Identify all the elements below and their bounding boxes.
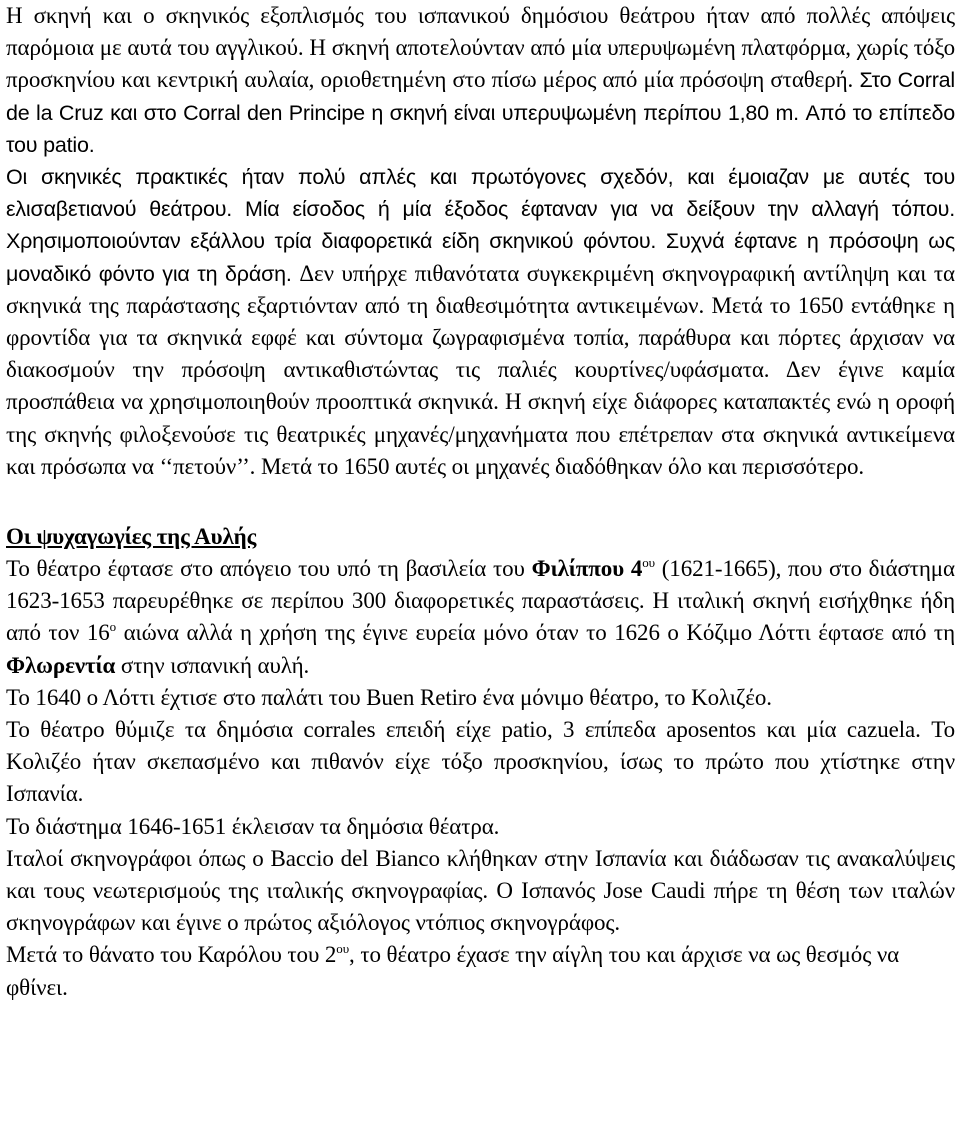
paragraph-decline — [6, 939, 955, 1003]
italian-stage-text: Η ιταλική σκηνή εισήχθηκε ήδη από τον 16 — [6, 588, 955, 646]
stage-practices-text: Οι σκηνικές πρακτικές ήταν πολύ απλές και πρωτόγονες σχεδόν, και έμοιαζαν με αυτές του ελισαβετιανού θεάτρου. Μία είσοδος ή μία έξοδος έφταναν για να δείξουν την αλλαγή τόπου. Χρησιμοποιούνταν εξάλλου τρία διαφορετικά είδη σκηνικού φόντου. Συχνά έφτανε η πρόσοψη ως μοναδικό φόντο για τη δράση. — [6, 165, 955, 286]
paragraph-italian-scenographers: Ιταλοί σκηνογράφοι όπως ο Baccio del Bianco κλήθηκαν στην Ισπανία και διάδωσαν τις ανακαλύψεις και τους νεωτερισμούς της ιταλικής σκηνογραφίας. Ο Ισπανός Jose Caudi πήρε τη θέση των ιταλών σκηνογράφων και έγινε ο πρώτος αξιόλογος ντόπιος σκηνογράφος. — [6, 845, 955, 936]
paragraph-stage-practices — [6, 161, 955, 483]
section-heading: Οι ψυχαγωγίες της Αυλής — [6, 524, 257, 550]
decline-text: , το θέατρο έχασε την αίγλη του και άρχισε να ως θεσμός να φθίνει. — [6, 942, 900, 1000]
philip-name: Φιλίππου 4 — [531, 556, 643, 582]
philip-intro-text: Το θέατρο έφτασε στο απόγειο του υπό τη βασιλεία του — [6, 556, 532, 582]
ordinal-superscript-2: ου — [336, 941, 350, 957]
stage-description-text: Η σκηνή και ο σκηνικός εξοπλισμός του ισπανικού δημόσιου θεάτρου ήταν από πολλές απόψεις παρόμοια με αυτά του αγγλικού. Η σκηνή αποτελούνταν από μία υπερυψωμένη πλατφόρμα, χωρίς τόξο προσκηνίου και κεντρική αυλαία, οριοθετημένη στο πίσω μέρος από μία πρόσοψη σταθερή. — [6, 3, 955, 93]
decline-intro-text: Μετά το θάνατο του Καρόλου του 2 — [6, 942, 337, 968]
paragraph-coliseo-built: Το 1640 ο Λόττι έχτισε στο παλάτι του Buen Retiro ένα μόνιμο θέατρο, το Κολιζέο. — [6, 684, 772, 710]
paragraph-stage-equipment — [6, 0, 955, 161]
paragraph-philip-iv — [6, 553, 955, 682]
paragraph-coliseo-description: Το θέατρο θύμιζε τα δημόσια corrales επειδή είχε patio, 3 επίπεδα aposentos και μία cazuela. Το Κολιζέο ήταν σκεπασμένο και πιθανόν είχε τόξο προσκηνίου, ίσως το πρώτο που χτίστηκε στην Ισπανία. — [6, 717, 955, 807]
florence-name: Φλωρεντία — [6, 652, 116, 678]
spanish-court-text: στην ισπανική αυλή. — [115, 652, 310, 678]
paragraph-theatres-closed: Το διάστημα 1646-1651 έκλεισαν τα δημόσια θέατρα. — [6, 813, 500, 839]
lotti-arrival-text: αιώνα αλλά η χρήση της έγινε ευρεία μόνο όταν το 1626 ο Κόζιμο Λόττι έφτασε από τη — [116, 620, 955, 646]
scenography-concept-text: Δεν υπήρχε πιθανότατα συγκεκριμένη σκηνογραφική αντίληψη και τα σκηνικά της παράστασης εξαρτιόνταν από τη διαθεσιμότητα αντικειμένων. — [6, 260, 955, 318]
corral-height-text: Στο Corral de la Cruz και στο Corral den Principe η σκηνή είναι υπερυψωμένη περίπου 1,80 m. Από το επίπεδο του patio. — [6, 68, 955, 157]
section-spacer — [6, 483, 955, 521]
after-1650-text: Μετά το 1650 εντάθηκε η φροντίδα για τα σκηνικά εφφέ και σύντομα ζωγραφισμένα τοπία, παράθυρα και πόρτες άρχισαν να διακοσμούν την πρόσοψη αντικαθιστώντας τις παλιές κουρτίνες/υφάσματα. Δεν έγινε καμία προσπάθεια να χρησιμοποιηθούν προοπτικά σκηνικά. Η σκηνή είχε διάφορες καταπακτές ενώ η οροφή της σκηνής φιλοξενούσε τις θεατρικές μηχανές/μηχανήματα που επέτρεπαν στα σκηνικά αντικείμενα και πρόσωπα να ‘‘πετούν’’. Μετά το 1650 αυτές οι μηχανές διαδόθηκαν όλο και περισσότερο. — [6, 292, 955, 479]
philip-reign-text: (1621-1665), που στο διάστημα 1623-1653 παρευρέθηκε σε περίπου 300 διαφορετικές παραστάσεις. — [6, 556, 955, 614]
century-superscript: ο — [109, 619, 117, 635]
ordinal-superscript: ου — [642, 555, 655, 571]
